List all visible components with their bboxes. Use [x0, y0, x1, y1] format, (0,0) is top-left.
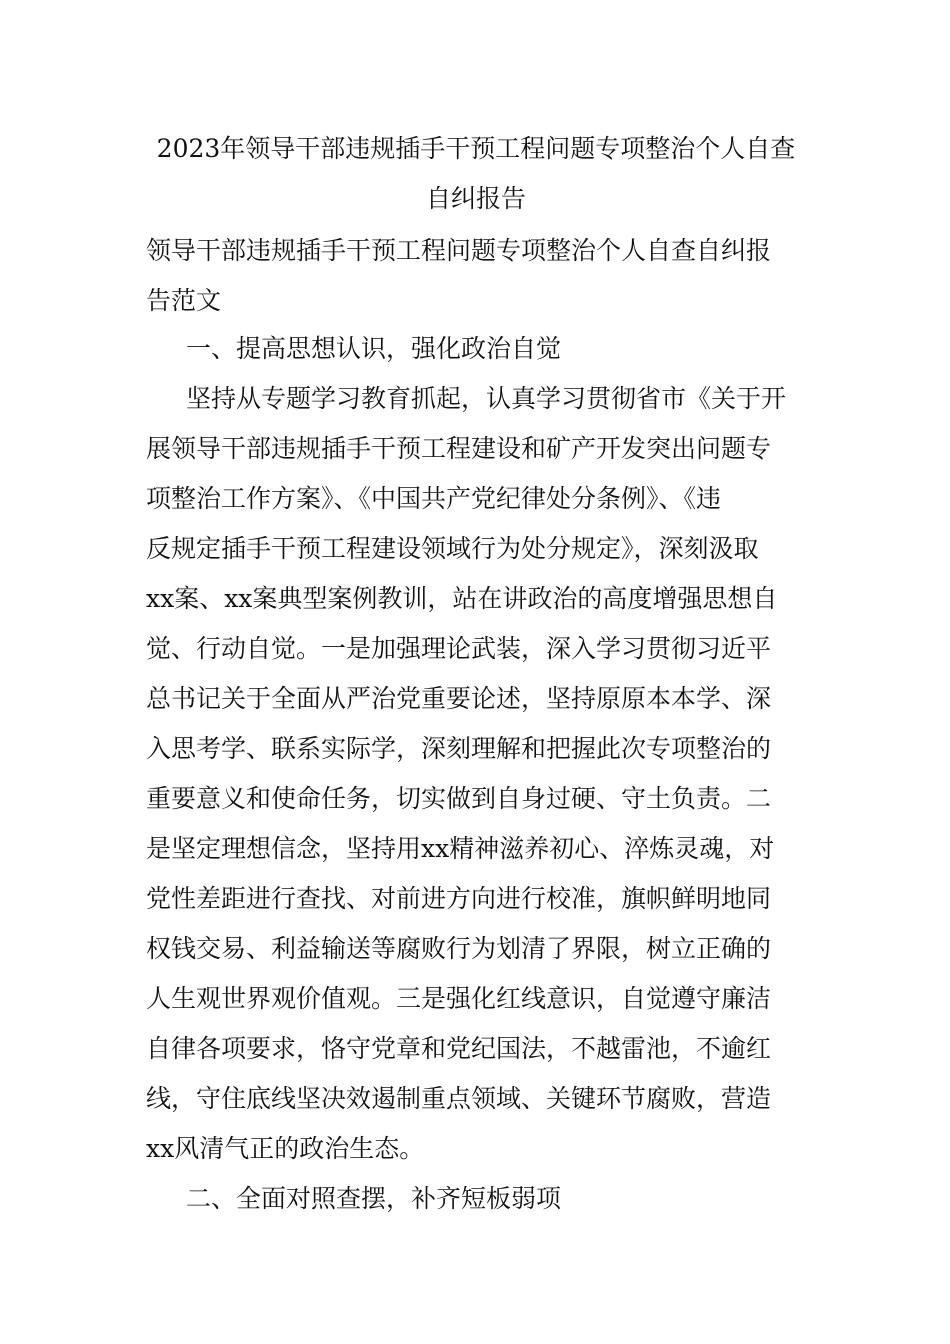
subtitle-line: 告范文 [146, 286, 222, 315]
paragraph-line: 是坚定理想信念，坚持用xx精神滋养初心、淬炼灵魂，对 [146, 834, 775, 863]
paragraph-line: 觉、行动自觉。一是加强理论武装，深入学习贯彻习近平 [146, 634, 772, 663]
paragraph-line: 自律各项要求，恪守党章和党纪国法，不越雷池，不逾红 [146, 1034, 772, 1063]
section-1-heading: 一、提高思想认识，强化政治自觉 [186, 334, 562, 363]
paragraph-line: 反规定插手干预工程建设领域行为处分规定》，深刻汲取 [146, 534, 759, 563]
paragraph-line: 坚持从专题学习教育抓起，认真学习贯彻省市《关于开 [186, 384, 787, 413]
paragraph-line: xx案、xx案典型案例教训，站在讲政治的高度增强思想自 [146, 584, 778, 613]
paragraph-line: 权钱交易、利益输送等腐败行为划清了界限，树立正确的 [146, 934, 772, 963]
subtitle-line: 领导干部违规插手干预工程问题专项整治个人自查自纠报 [146, 236, 772, 265]
section-2-heading: 二、全面对照查摆，补齐短板弱项 [186, 1184, 562, 1213]
document-title-line-2: 自纠报告 [425, 184, 526, 213]
paragraph-line: 重要意义和使命任务，切实做到自身过硬、守土负责。二 [146, 784, 772, 813]
paragraph-line: 总书记关于全面从严治党重要论述，坚持原原本本学、深 [146, 684, 772, 713]
document-title-line-1: 2023年领导干部违规插手干预工程问题专项整治个人自查 [156, 134, 796, 163]
paragraph-line: 项整治工作方案》、《中国共产党纪律处分条例》、《违 [146, 484, 722, 513]
paragraph-line: 线，守住底线坚决效遏制重点领域、关键环节腐败，营造 [146, 1084, 772, 1113]
paragraph-line: 人生观世界观价值观。三是强化红线意识，自觉遵守廉洁 [146, 984, 772, 1013]
paragraph-line: xx风清气正的政治生态。 [146, 1134, 425, 1163]
paragraph-line: 党性差距进行查找、对前进方向进行校准，旗帜鲜明地同 [146, 884, 772, 913]
paragraph-line: 展领导干部违规插手干预工程建设和矿产开发突出问题专 [146, 434, 772, 463]
paragraph-line: 入思考学、联系实际学，深刻理解和把握此次专项整治的 [146, 734, 772, 763]
